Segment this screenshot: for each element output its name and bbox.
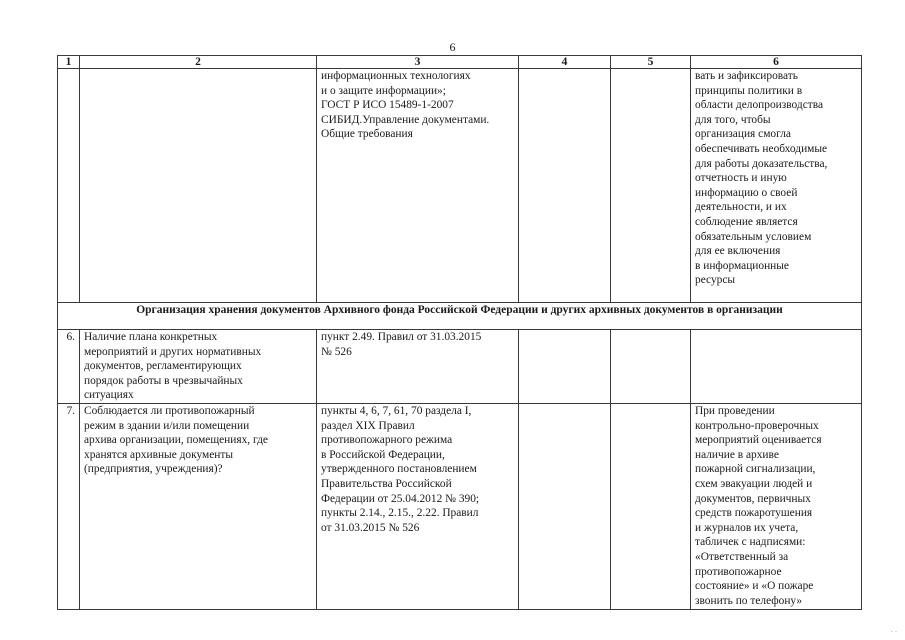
cell-text-line: для того, чтобы (695, 113, 771, 126)
cell-text-line: пункты 4, 6, 7, 61, 70 раздела I, (321, 404, 472, 417)
cell-text-line: режим в здании и/или помещении (84, 419, 250, 432)
continuation-col4-cell (519, 69, 611, 303)
cell-text-line: ситуациях (84, 389, 134, 402)
header-col-5: 5 (611, 56, 691, 69)
header-col-6: 6 (691, 56, 862, 69)
scan-mark: . . (891, 625, 897, 634)
cell-text-line: раздел XIX Правил (321, 419, 415, 432)
cell-text-line: хранятся архивные документы (84, 448, 234, 461)
header-row (58, 56, 862, 69)
cell-text-line: мероприятий и других нормативных (84, 345, 262, 358)
cell-text-line: При проведении (695, 404, 775, 417)
cell-text-line: противопожарное (695, 565, 782, 578)
cell-text-line: табличек с надписями: (695, 536, 806, 549)
continuation-legal-basis-cell (317, 69, 519, 303)
cell-text-line: ресурсы (695, 274, 736, 287)
header-col-4: 4 (519, 56, 611, 69)
cell-text-line: Правительства Российской (321, 477, 452, 490)
section-title: Организация хранения документов Архивного фонда Российской Федерации и других архивных документов в организации (58, 303, 862, 330)
cell-text-line: документов, первичных (695, 492, 811, 505)
cell-text-line: пожарной сигнализации, (695, 463, 816, 476)
cell-text-line: обеспечивать необходимые (695, 142, 828, 155)
cell-text-line: мероприятий оценивается (695, 434, 822, 447)
row-number: 6. (58, 330, 80, 404)
cell-text-line: в Российской Федерации, (321, 448, 445, 461)
cell-text-line: пункты 2.14., 2.15., 2.22. Правил (321, 507, 479, 520)
cell-text-line: схем эвакуации людей и (695, 477, 813, 490)
row-legal-basis-cell (317, 330, 519, 404)
cell-text-line: СИБИД.Управление документами. (321, 113, 490, 126)
cell-text-line: архива организации, помещениях, где (84, 434, 268, 447)
header-col-3: 3 (317, 56, 519, 69)
cell-text-line: принципы политики в (695, 84, 803, 97)
cell-text-line: и о защите информации»; (321, 84, 446, 97)
table-row (58, 330, 862, 404)
cell-text-line: отчетность и иную (695, 172, 787, 185)
row-col4-cell (519, 330, 611, 404)
cell-text-line: утвержденного постановлением (321, 463, 477, 476)
row-note-cell (691, 330, 862, 404)
cell-text-line: № 526 (321, 345, 352, 358)
cell-text-line: организация смогла (695, 128, 791, 141)
cell-text-line: вать и зафиксировать (695, 70, 798, 82)
cell-text-line: области делопроизводства (695, 99, 824, 112)
continuation-num-cell (58, 69, 80, 303)
cell-text-line: обязательным условием (695, 230, 812, 243)
cell-text-line: Наличие плана конкретных (84, 331, 218, 343)
row-legal-basis-cell (317, 403, 519, 609)
cell-text-line: Общие требования (321, 128, 413, 141)
continuation-note-cell (691, 69, 862, 303)
row-col5-cell (611, 330, 691, 404)
inspection-table (57, 55, 862, 610)
row-requirement-cell (80, 330, 317, 404)
cell-text-line: контрольно-проверочных (695, 419, 819, 432)
row-col4-cell (519, 403, 611, 609)
row-col5-cell (611, 403, 691, 609)
header-col-2: 2 (80, 56, 317, 69)
header-col-1: 1 (58, 56, 80, 69)
cell-text-line: (предприятия, учреждения)? (84, 463, 223, 476)
cell-text-line: средств пожаротушения (695, 507, 813, 520)
cell-text-line: и журналов их учета, (695, 521, 799, 534)
cell-text-line: соблюдение является (695, 215, 798, 228)
continuation-requirement-cell (80, 69, 317, 303)
cell-text-line: от 31.03.2015 № 526 (321, 521, 420, 534)
continuation-row (58, 69, 862, 303)
row-requirement-cell (80, 403, 317, 609)
cell-text-line: состояние» и «О пожаре (695, 580, 814, 593)
cell-text-line: пункт 2.49. Правил от 31.03.2015 (321, 331, 482, 343)
row-number: 7. (58, 403, 80, 609)
cell-text-line: ГОСТ Р ИСО 15489-1-2007 (321, 99, 454, 112)
cell-text-line: в информационные (695, 259, 789, 272)
cell-text-line: информацию о своей (695, 186, 798, 199)
cell-text-line: порядок работы в чрезвычайных (84, 374, 243, 387)
section-row (58, 303, 862, 330)
cell-text-line: Федерации от 25.04.2012 № 390; (321, 492, 480, 505)
continuation-col5-cell (611, 69, 691, 303)
cell-text-line: для работы доказательства, (695, 157, 828, 170)
cell-text-line: звонить по телефону» (695, 594, 803, 607)
cell-text-line: «Ответственный за (695, 550, 789, 563)
cell-text-line: противопожарного режима (321, 434, 453, 447)
cell-text-line: деятельности, и их (695, 201, 787, 214)
table-row (58, 403, 862, 609)
cell-text-line: Соблюдается ли противопожарный (84, 404, 255, 417)
cell-text-line: наличие в архиве (695, 448, 779, 461)
cell-text-line: для ее включения (695, 245, 781, 258)
row-note-cell (691, 403, 862, 609)
cell-text-line: информационных технологиях (321, 70, 471, 82)
page-number: 6 (449, 40, 456, 54)
cell-text-line: документов, регламентирующих (84, 360, 242, 373)
